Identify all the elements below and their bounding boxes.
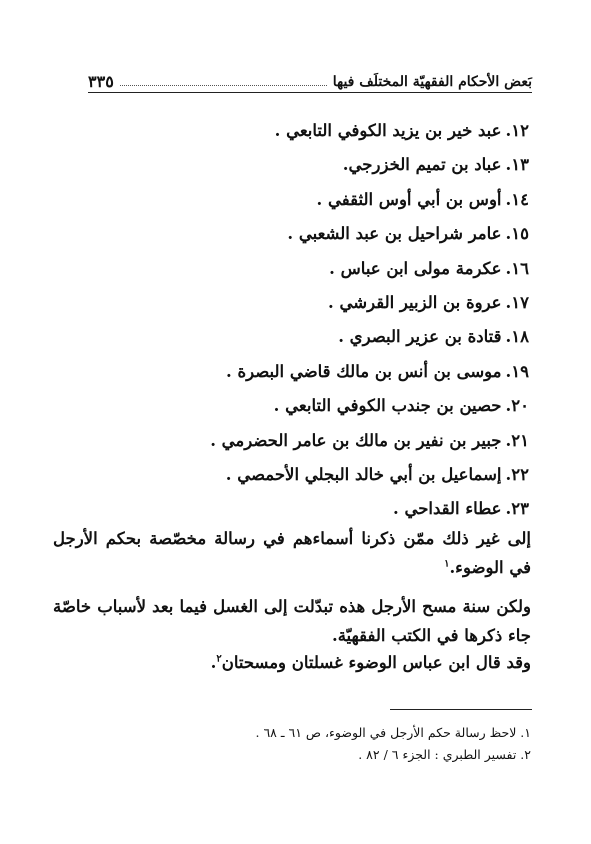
list-item: ٢١.جبير بن نفير بن مالك بن عامر الحضرمي .	[210, 430, 529, 450]
list-item: ٢٢.إسماعيل بن أبي خالد البجلي الأحمصي .	[225, 464, 529, 484]
list-item: ٢٣.عطاء القداحي .	[392, 499, 529, 519]
running-title: بَعض الأحكام الفقهيّة المختلَف فيها	[332, 74, 532, 90]
footnote-ref[interactable]: ١	[444, 558, 450, 570]
page-header	[88, 66, 532, 93]
footnote: ١. لاحظ رسالة حكم الأرجل في الوضوء، ص ٦١ ـ ٦٨ .	[255, 725, 531, 740]
header-dot-leader	[120, 85, 327, 86]
body-paragraph: إلى غير ذلك ممّن ذكرنا أسماءهم في رسالة مخصّصة بحكم الأرجل في الوضوء.$^١$	[53, 529, 531, 577]
footnote-separator	[390, 709, 532, 710]
page-number: ٣٣٥	[88, 72, 114, 91]
list-item: ١٤.أوس بن أبي أوس الثقفي .	[316, 189, 529, 209]
narrators-list	[89, 116, 529, 529]
body-paragraph: وقد قال ابن عباس الوضوء غسلتان ومسحتان$^٢$.	[210, 653, 531, 672]
list-item: ٢٠.حصين بن جندب الكوفي التابعي .	[273, 396, 529, 416]
list-item: ١٧.عروة بن الزبير القرشي .	[328, 292, 529, 312]
list-item: ١٨.قتادة بن عزير البصري .	[338, 327, 529, 347]
footnotes	[61, 722, 531, 766]
list-item: ١٢.عبد خير بن يزيد الكوفي التابعي .	[274, 121, 529, 140]
list-item: ١٩.موسى بن أنس بن مالك قاضي البصرة .	[225, 361, 529, 381]
list-item: ١٥.عامر شراحيل بن عبد الشعبي .	[287, 224, 529, 244]
body-paragraph: ولكن سنة مسح الأرجل هذه تبدّلت إلى الغسل فيما بعد لأسباب خاصّة جاء ذكرها في الكتب الفقهيّة.	[53, 597, 531, 645]
list-item: ١٦.عكرمة مولى ابن عباس .	[329, 258, 529, 278]
footnote: ٢. تفسير الطبري : الجزء ٦ / ٨٢ .	[358, 747, 531, 762]
list-item: ١٣.عباد بن تميم الخزرجي.	[342, 155, 529, 175]
footnote-ref[interactable]: ٢	[216, 653, 222, 665]
